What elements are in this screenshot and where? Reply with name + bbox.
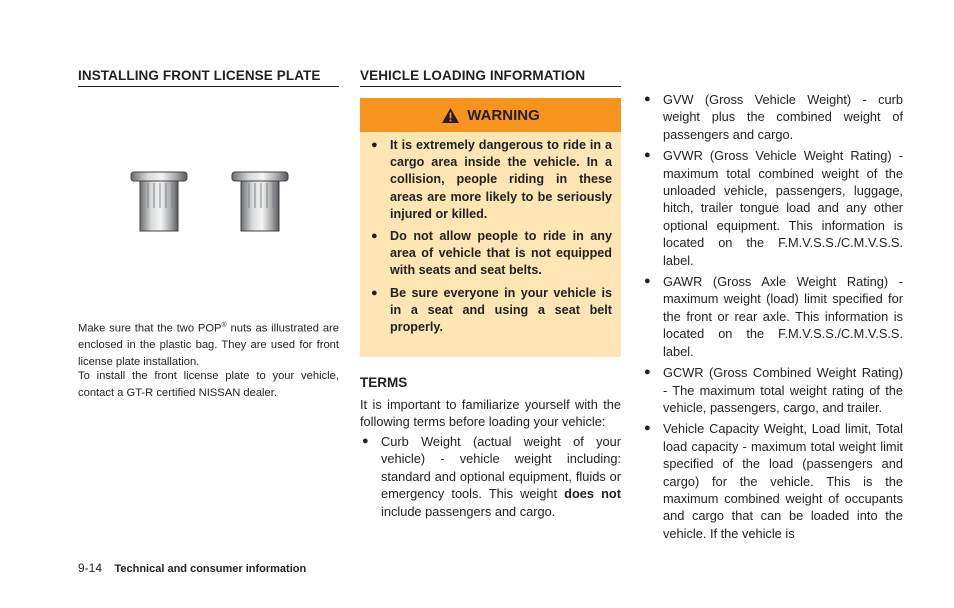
term-item-curb-weight: ● Curb Weight (actual weight of your vehicle) - vehicle weight including: standard and optional equipment, fluids or emergency tools. This weight does not include passengers and cargo. — [362, 434, 621, 519]
installing-license-plate-heading: INSTALLING FRONT LICENSE PLATE — [78, 68, 321, 83]
definition-item-gcwr: ● GCWR (Gross Combined Weight Rating) - The maximum total weight rating of the vehicle, passengers, cargo, and trailer. — [644, 365, 903, 415]
definition-text: GVW (Gross Vehicle Weight) - curb weight plus the combined weight of passengers and cargo. — [663, 92, 903, 142]
pop-nuts-paragraph — [78, 318, 339, 371]
pop-nuts-illustration — [78, 140, 339, 300]
pop-nut-icon-2 — [232, 172, 288, 231]
heading-rule — [78, 86, 339, 87]
pop-nut-icon-1 — [131, 172, 187, 231]
warning-triangle-icon — [441, 107, 460, 124]
definition-item-capacity: ● Vehicle Capacity Weight, Load limit, Total load capacity - maximum total weight limit specified of the load (passengers and cargo) for the vehicle. This is the maximum combined weight of occupants and cargo that can be loaded into the vehicle. If the vehicle is — [644, 421, 903, 541]
warning-item: ● Be sure everyone in your vehicle is in a seat and using a seat belt properly. — [371, 285, 612, 335]
definition-text: GAWR (Gross Axle Weight Rating) - maximum weight (load) limit specified for the front or rear axle. This information is located on the F.M.V.S.S./C.M.V.S.S. label. — [663, 274, 903, 359]
page-footer — [78, 559, 306, 577]
terms-heading: TERMS — [360, 375, 408, 390]
warning-list — [369, 137, 612, 341]
pop-nuts-text-start: Make sure that the two POP — [78, 322, 222, 335]
dealer-paragraph: To install the front license plate to your vehicle, contact a GT-R certified NISSAN dealer. — [78, 370, 339, 399]
warning-text: Do not allow people to ride in any area of vehicle that is not equipped with seats and seat belts. — [390, 229, 612, 278]
vehicle-loading-heading: VEHICLE LOADING INFORMATION — [360, 68, 586, 83]
warning-text: Be sure everyone in your vehicle is in a seat and using a seat belt properly. — [390, 285, 612, 335]
warning-box — [360, 98, 621, 357]
definition-text: Vehicle Capacity Weight, Load limit, Total load capacity - maximum total weight limit specified of the load (passengers and cargo) for the vehicle. This is the maximum combined weight of occupants and cargo that can be loaded into the vehicle. If the vehicle is — [663, 421, 903, 541]
definition-text: GCWR (Gross Combined Weight Rating) - The maximum total weight rating of the vehicle, passengers, cargo, and trailer. — [663, 365, 903, 415]
registered-mark: ® — [221, 322, 227, 329]
definition-item-gvwr: ● GVWR (Gross Vehicle Weight Rating) - maximum total combined weight of the unloaded vehicle, passengers, luggage, hitch, trailer tongue load and any other optional equipment. This information is located on the F.M.V.S.S./C.M.V.S.S. label. — [644, 148, 903, 268]
section-title: Technical and consumer information — [114, 563, 307, 575]
curb-weight-emphasis: does not — [564, 486, 621, 502]
terms-list — [360, 433, 621, 520]
terms-intro: It is important to familiarize yourself with the following terms before loading your vehicle: — [360, 397, 621, 430]
pop-nuts-text-end: nuts as illustrated are enclosed in the plastic bag. They are used for front license plate installation. — [78, 322, 339, 368]
warning-header — [360, 98, 621, 132]
definition-item-gawr: ● GAWR (Gross Axle Weight Rating) - maximum weight (load) limit specified for the front or rear axle. This information is located on the F.M.V.S.S./C.M.V.S.S. label. — [644, 274, 903, 359]
warning-item: ● It is extremely dangerous to ride in a cargo area inside the vehicle. In a collision, people riding in these areas are more likely to be seriously injured or killed. — [371, 138, 612, 221]
warning-text: It is extremely dangerous to ride in a cargo area inside the vehicle. In a collision, people riding in these areas are more likely to be seriously injured or killed. — [390, 138, 612, 221]
definition-item-gvw: ● GVW (Gross Vehicle Weight) - curb weight plus the combined weight of passengers and cargo. — [644, 92, 903, 142]
definition-text: GVWR (Gross Vehicle Weight Rating) - maximum total combined weight of the unloaded vehicle, passengers, luggage, hitch, trailer tongue load and any other optional equipment. This information is located on the F.M.V.S.S./C.M.V.S.S. label. — [663, 148, 903, 268]
warning-title: WARNING — [467, 106, 540, 124]
curb-weight-text-end: include passengers and cargo. — [381, 503, 556, 519]
definitions-list — [642, 91, 903, 542]
curb-weight-text: Curb Weight (actual weight of your vehicle) - vehicle weight including: standard and optional equipment, fluids or emergency tools. This weight — [381, 434, 621, 502]
page-number: 9-14 — [78, 561, 103, 575]
heading-rule — [360, 86, 621, 87]
warning-item: ● Do not allow people to ride in any area of vehicle that is not equipped with seats and seat belts. — [371, 229, 612, 278]
